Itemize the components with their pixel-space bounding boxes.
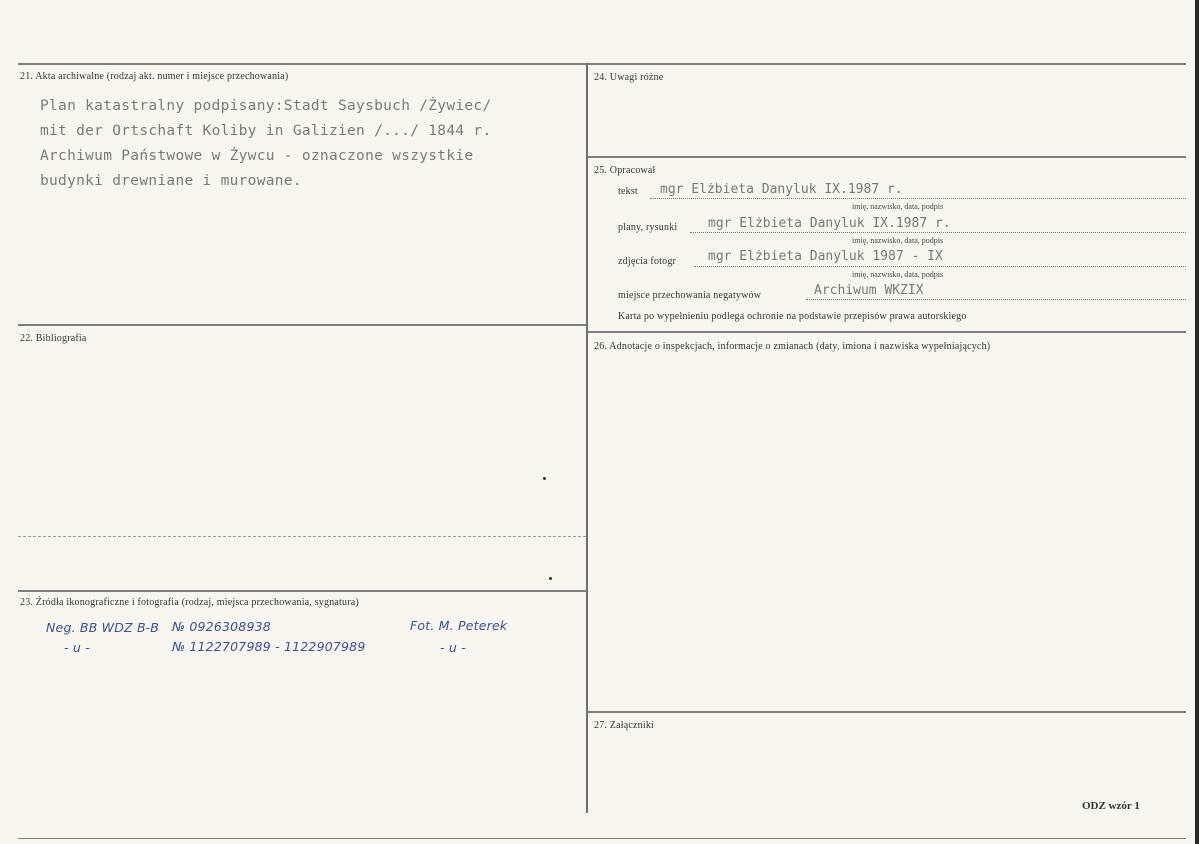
section-25-label: 25. Opracował xyxy=(594,165,656,176)
negatives-location-line xyxy=(806,299,1186,300)
section-24-label: 24. Uwagi różne xyxy=(594,72,664,83)
negative-number-line-1: № 0926308938 xyxy=(172,619,271,634)
text-author-value: mgr Elżbieta Danyluk IX.1987 r. xyxy=(660,182,903,197)
top-rule xyxy=(18,63,1186,65)
negatives-location-value: Archiwum WKZIX xyxy=(814,283,924,298)
photographer-ditto: - u - xyxy=(440,640,466,655)
drawings-author-line xyxy=(690,232,1186,233)
text-author-line xyxy=(650,198,1186,199)
negative-number-line-2: № 1122707989 - 1122907989 xyxy=(172,639,366,654)
section-21-line-1: Plan katastralny podpisany:Stadt Saysbuch /Żywiec/ xyxy=(40,98,492,114)
scan-edge xyxy=(1195,0,1199,844)
bottom-rule xyxy=(18,838,1186,839)
drawings-author-label: plany, rysunki xyxy=(618,222,678,233)
rule-24-25 xyxy=(588,156,1186,158)
negative-ref-line-2: - u - xyxy=(64,640,90,655)
section-21-line-2: mit der Ortschaft Koliby in Galizien /.../ 1844 r. xyxy=(40,123,492,139)
photos-author-label: zdjęcia fotogr xyxy=(618,256,677,267)
section-26-label: 26. Adnotacje o inspekcjach, informacje o zmianach (daty, imiona i nazwiska wypełniających) xyxy=(594,341,991,352)
section-23-label: 23. Źródła ikonograficzne i fotografia (rodzaj, miejsca przechowania, sygnatura) xyxy=(20,597,359,608)
text-author-label: tekst xyxy=(618,186,638,197)
photographer: Fot. M. Peterek xyxy=(410,618,508,633)
section-21-line-3: Archiwum Państwowe w Żywcu - oznaczone wszystkie xyxy=(40,148,474,164)
photos-author-value: mgr Elżbieta Danyluk 1987 - IX xyxy=(708,249,943,264)
rule-21-22 xyxy=(18,324,586,326)
section-21-line-4: budynki drewniane i murowane. xyxy=(40,173,302,189)
section-22-label: 22. Bibliografia xyxy=(20,333,87,344)
section-21-label: 21. Akta archiwalne (rodzaj akt. numer i miejsce przechowania) xyxy=(20,71,289,82)
photos-author-caption: imię, nazwisko, data, podpis xyxy=(852,270,944,279)
rule-25-26 xyxy=(588,331,1186,333)
center-divider xyxy=(586,63,588,813)
paper-speck xyxy=(543,477,546,480)
negatives-location-label: miejsce przechowania negatywów xyxy=(618,290,762,301)
drawings-author-value: mgr Elżbieta Danyluk IX.1987 r. xyxy=(708,216,951,231)
section-27-label: 27. Załączniki xyxy=(594,720,654,731)
form-code: ODZ wzór 1 xyxy=(1082,800,1140,812)
rule-26-27 xyxy=(588,711,1186,713)
negative-ref-line-1: Neg. BB WDZ B-B xyxy=(46,620,160,635)
rule-22-divider xyxy=(18,536,586,537)
paper-speck xyxy=(549,577,552,580)
copyright-note: Karta po wypełnieniu podlega ochronie na podstawie przepisów prawa autorskiego xyxy=(618,311,967,322)
rule-22-23 xyxy=(18,590,586,592)
drawings-author-caption: imię, nazwisko, data, podpis xyxy=(852,236,944,245)
text-author-caption: imię, nazwisko, data, podpis xyxy=(852,202,944,211)
photos-author-line xyxy=(694,266,1186,267)
